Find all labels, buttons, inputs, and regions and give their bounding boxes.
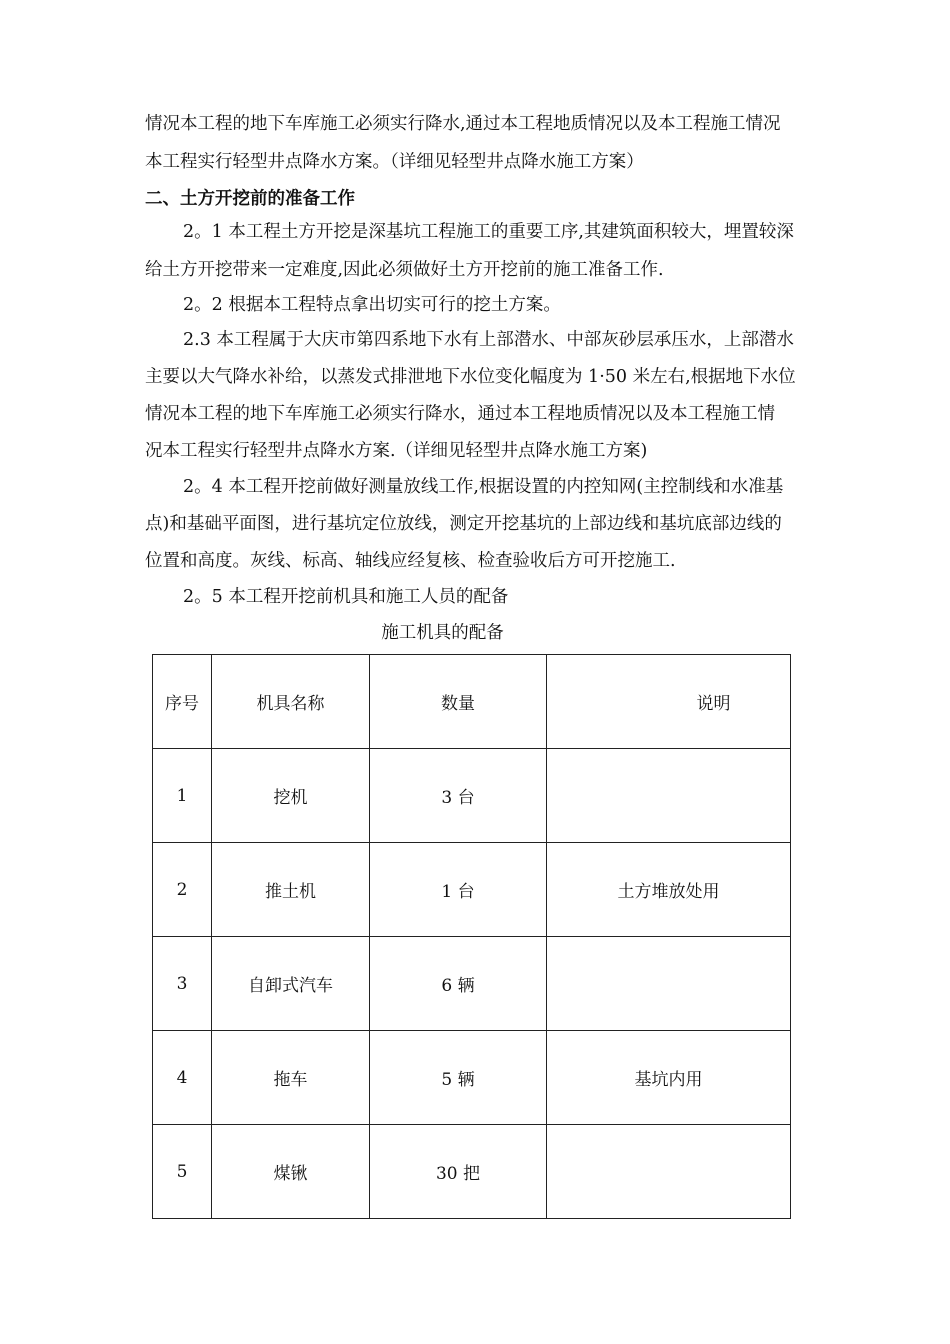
table-caption: 施工机具的配备: [381, 623, 504, 643]
cell-machine-name: 挖机: [212, 749, 370, 843]
header-quantity: 数量: [370, 655, 547, 749]
table-row: [153, 843, 791, 937]
paragraph-line: 本工程实行轻型井点降水方案。（详细见轻型井点降水施工方案）: [145, 152, 644, 172]
cell-index: 4: [153, 1031, 212, 1125]
cell-note: [547, 749, 791, 843]
cell-index: 3: [153, 937, 212, 1031]
table-row: [153, 1125, 791, 1219]
paragraph-line: 位置和高度。灰线、标高、轴线应经复核、检查验收后方可开挖施工.: [145, 551, 676, 571]
cell-quantity: 1 台: [370, 843, 547, 937]
cell-machine-name: 自卸式汽车: [212, 937, 370, 1031]
paragraph-line: 主要以大气降水补给，以蒸发式排泄地下水位变化幅度为 1·50 米左右,根据地下水位: [145, 367, 796, 387]
cell-note: [547, 937, 791, 1031]
cell-note: 基坑内用: [547, 1031, 791, 1125]
equipment-table: [152, 654, 791, 1219]
paragraph-line: 2。2 根据本工程特点拿出切实可行的挖土方案。: [183, 295, 561, 315]
section-heading: 二、土方开挖前的准备工作: [145, 189, 355, 209]
cell-index: 5: [153, 1125, 212, 1219]
cell-index: 1: [153, 749, 212, 843]
header-note: 说明: [547, 655, 791, 749]
paragraph-line: 给土方开挖带来一定难度,因此必须做好土方开挖前的施工准备工作.: [145, 260, 664, 280]
cell-quantity: 30 把: [370, 1125, 547, 1219]
table-header-row: [153, 655, 791, 749]
header-index: 序号: [153, 655, 212, 749]
cell-machine-name: 煤锹: [212, 1125, 370, 1219]
paragraph-line: 2。5 本工程开挖前机具和施工人员的配备: [183, 587, 509, 607]
cell-quantity: 3 台: [370, 749, 547, 843]
paragraph-line: 况本工程实行轻型井点降水方案.（详细见轻型井点降水施工方案): [145, 441, 648, 461]
cell-machine-name: 推土机: [212, 843, 370, 937]
header-machine-name: 机具名称: [212, 655, 370, 749]
paragraph-line: 情况本工程的地下车库施工必须实行降水，通过本工程地质情况以及本工程施工情: [145, 404, 775, 424]
cell-note: 土方堆放处用: [547, 843, 791, 937]
paragraph-line: 点)和基础平面图，进行基坑定位放线，测定开挖基坑的上部边线和基坑底部边线的: [145, 514, 782, 534]
paragraph-line: 情况本工程的地下车库施工必须实行降水,通过本工程地质情况以及本工程施工情况: [145, 114, 781, 134]
cell-quantity: 5 辆: [370, 1031, 547, 1125]
paragraph-line: 2.3 本工程属于大庆市第四系地下水有上部潜水、中部灰砂层承压水，上部潜水: [183, 330, 794, 350]
paragraph-line: 2。1 本工程土方开挖是深基坑工程施工的重要工序,其建筑面积较大，埋置较深: [183, 222, 794, 242]
table-row: [153, 1031, 791, 1125]
paragraph-line: 2。4 本工程开挖前做好测量放线工作,根据设置的内控知网(主控制线和水准基: [183, 477, 784, 497]
table-row: [153, 937, 791, 1031]
cell-index: 2: [153, 843, 212, 937]
cell-quantity: 6 辆: [370, 937, 547, 1031]
cell-machine-name: 拖车: [212, 1031, 370, 1125]
cell-note: [547, 1125, 791, 1219]
table-row: [153, 749, 791, 843]
